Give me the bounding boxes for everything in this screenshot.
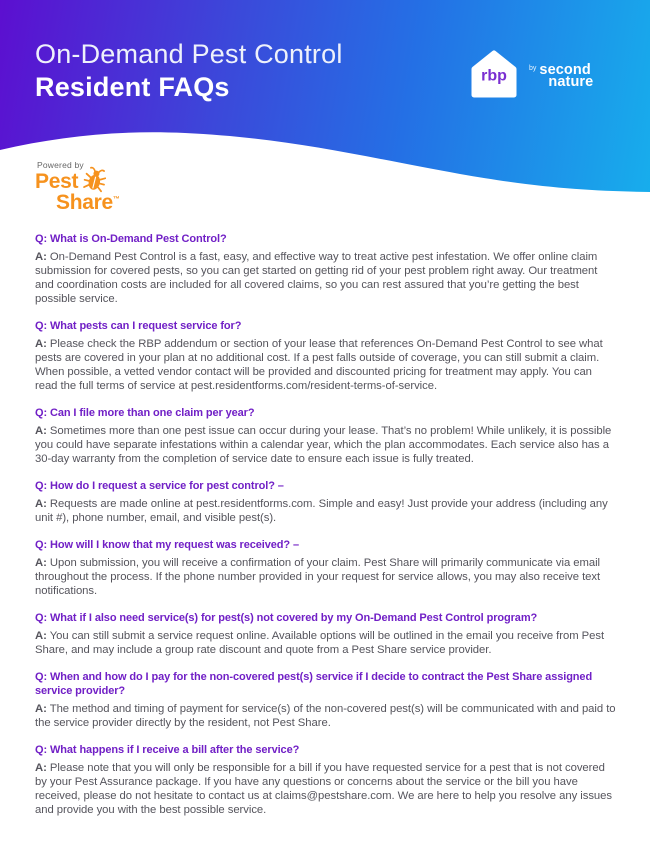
faq-item [35, 611, 617, 657]
faq-question: Q: What if I also need service(s) for pest(s) not covered by my On-Demand Pest Control program? [35, 612, 538, 624]
faq-answer: A: Upon submission, you will receive a confirmation of your claim. Pest Share will primarily communicate via email throughout the process. If the phone number provided in your request for service allows, you may also receive text notifications. [35, 557, 601, 597]
faq-item [35, 479, 617, 525]
rbp-house-icon [466, 46, 522, 102]
faq-item [35, 743, 617, 817]
faq-question: Q: When and how do I pay for the non-covered pest(s) service if I decide to contract the Pest Share assigned service provider? [35, 671, 593, 697]
faq-question: Q: Can I file more than one claim per year? [35, 407, 255, 419]
faq-item [35, 670, 617, 730]
title-line-1: On-Demand Pest Control [35, 39, 343, 69]
faq-question: Q: How do I request a service for pest control? – [35, 480, 284, 492]
powered-by-label: Powered by [37, 160, 84, 170]
faq-item [35, 319, 617, 393]
trademark-symbol: ™ [112, 196, 120, 203]
faq-question: Q: What pests can I request service for? [35, 320, 242, 332]
brand-lockup [466, 46, 593, 102]
faq-item [35, 406, 617, 466]
pestshare-logo [35, 160, 120, 214]
faq-answer: A: You can still submit a service request online. Available options will be outlined in the email you receive from Pest Share, and may include a group rate discount and quote from a Pest Share service provider. [35, 630, 605, 656]
by-label: by [529, 64, 537, 72]
faq-list [0, 212, 650, 817]
faq-answer: A: The method and timing of payment for service(s) of the non-covered pest(s) will be communicated with and paid to the service provider directly by the resident, not Pest Share. [35, 703, 616, 729]
faq-answer: A: Please note that you will only be responsible for a bill if you have requested service for a pest that is not covered by your Pest Assurance package. If you have any questions or concerns about the service or the bill you have received, please do not hesitate to contact us at claims@pestshare.com. We are here to help you resolve any issues and provide you with the best possible service. [35, 762, 612, 816]
faq-answer: A: Sometimes more than one pest issue can occur during your lease. That’s no problem! While unlikely, it is possible you could have separate infestations within a calendar year, which the plan accommodates. Each service also has a 30-day warranty from the completion of service date to ensure each issue is fully treated. [35, 425, 612, 465]
faq-item [35, 538, 617, 598]
faq-item [35, 232, 617, 306]
pestshare-word-pest: Pest [35, 170, 79, 193]
faq-question: Q: What happens if I receive a bill after the service? [35, 744, 300, 756]
faq-question: Q: What is On-Demand Pest Control? [35, 233, 227, 245]
pestshare-word-share: Share [56, 191, 113, 214]
second-nature-logo [529, 61, 594, 90]
faq-answer: A: Please check the RBP addendum or section of your lease that references On-Demand Pest Control to see what pests are covered in your plan at no additional cost. If a pest falls outside of coverage, you can still submit a claim. When possible, a vetted vendor contact will be provided and discounted pricing for treatment may apply. You can read the full terms of service at pest.residentforms.com/resident-terms-of-service. [35, 338, 603, 392]
svg-text:rbp: rbp [481, 67, 507, 85]
second-nature-wordmark: second nature [539, 61, 594, 90]
faq-question: Q: How will I know that my request was received? – [35, 539, 299, 551]
rbp-logo [466, 46, 522, 102]
title-line-2: Resident FAQs [35, 72, 230, 102]
faq-answer: A: On-Demand Pest Control is a fast, easy, and effective way to treat active pest infestation. We offer online claim submission for covered pests, so you can get started on getting rid of your pest problem right away. Our treatment and coordination costs are included for all covered claims, so you can rest assured that you’re getting the best possible service. [35, 251, 598, 305]
faq-answer: A: Requests are made online at pest.residentforms.com. Simple and easy! Just provide your address (including any unit #), phone number, email, and visible pest(s). [35, 498, 608, 524]
page-title [35, 38, 343, 104]
